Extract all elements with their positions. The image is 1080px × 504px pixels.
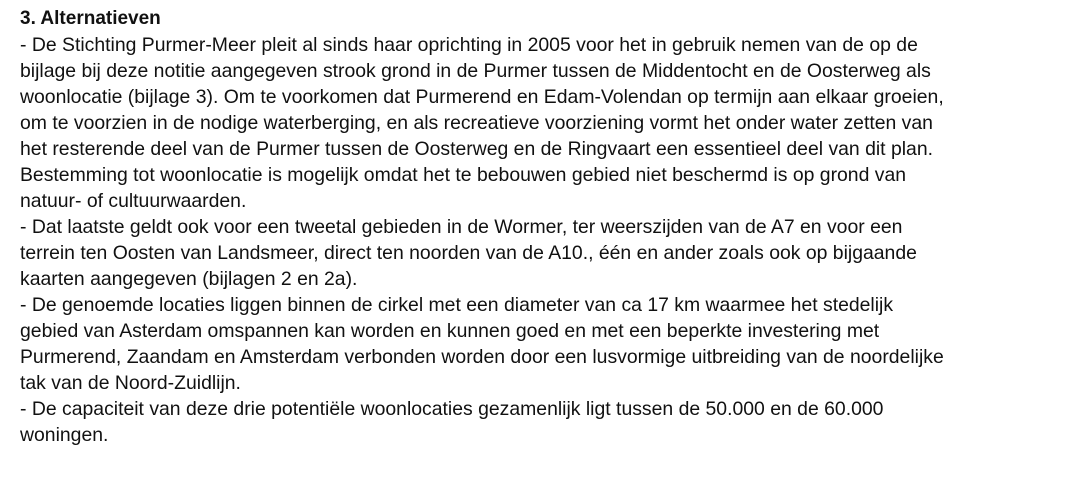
paragraph-1-line-2: bijlage bij deze notitie aangegeven strook grond in de Purmer tussen de Middentocht en de Oosterweg als (20, 60, 931, 82)
paragraph-1-line-5: het resterende deel van de Purmer tussen de Oosterweg en de Ringvaart een essentieel deel van dit plan. (20, 138, 934, 160)
paragraph-3-line-3: Purmerend, Zaandam en Amsterdam verbonden worden door een lusvormige uitbreiding van de noordelijke (20, 346, 944, 368)
paragraph-3-line-2: gebied van Asterdam omspannen kan worden en kunnen goed en met een beperkte investering met (20, 320, 880, 342)
paragraph-1-line-4: om te voorzien in de nodige waterberging, en als recreatieve voorziening vormt het onder water zetten van (20, 112, 933, 134)
paragraph-3-line-4: tak van de Noord-Zuidlijn. (20, 372, 241, 394)
paragraph-1-line-3: woonlocatie (bijlage 3). Om te voorkomen dat Purmerend en Edam-Volendan op termijn aan elkaar groeien, (20, 86, 944, 108)
paragraph-1-line-7: natuur- of cultuurwaarden. (20, 190, 247, 212)
paragraph-2-line-2: terrein ten Oosten van Landsmeer, direct ten noorden van de A10., één en ander zoals ook op bijgaande (20, 242, 917, 264)
paragraph-3-line-1: - De genoemde locaties liggen binnen de cirkel met een diameter van ca 17 km waarmee het stedelijk (20, 294, 894, 316)
paragraph-1-line-1: - De Stichting Purmer-Meer pleit al sinds haar oprichting in 2005 voor het in gebruik nemen van de op de (20, 34, 918, 56)
paragraph-2-line-3: kaarten aangegeven (bijlagen 2 en 2a). (20, 268, 358, 290)
paragraph-4-line-2: woningen. (20, 424, 109, 446)
paragraph-1-line-6: Bestemming tot woonlocatie is mogelijk omdat het te bebouwen gebied niet beschermd is op grond van (20, 164, 907, 186)
section-body (20, 32, 1060, 448)
section-heading: 3. Alternatieven (20, 8, 161, 29)
document-page (20, 6, 1060, 448)
paragraph-4-line-1: - De capaciteit van deze drie potentiële woonlocaties gezamenlijk ligt tussen de 50.000 en de 60.000 (20, 398, 884, 420)
paragraph-2-line-1: - Dat laatste geldt ook voor een tweetal gebieden in de Wormer, ter weerszijden van de A7 en voor een (20, 216, 903, 238)
